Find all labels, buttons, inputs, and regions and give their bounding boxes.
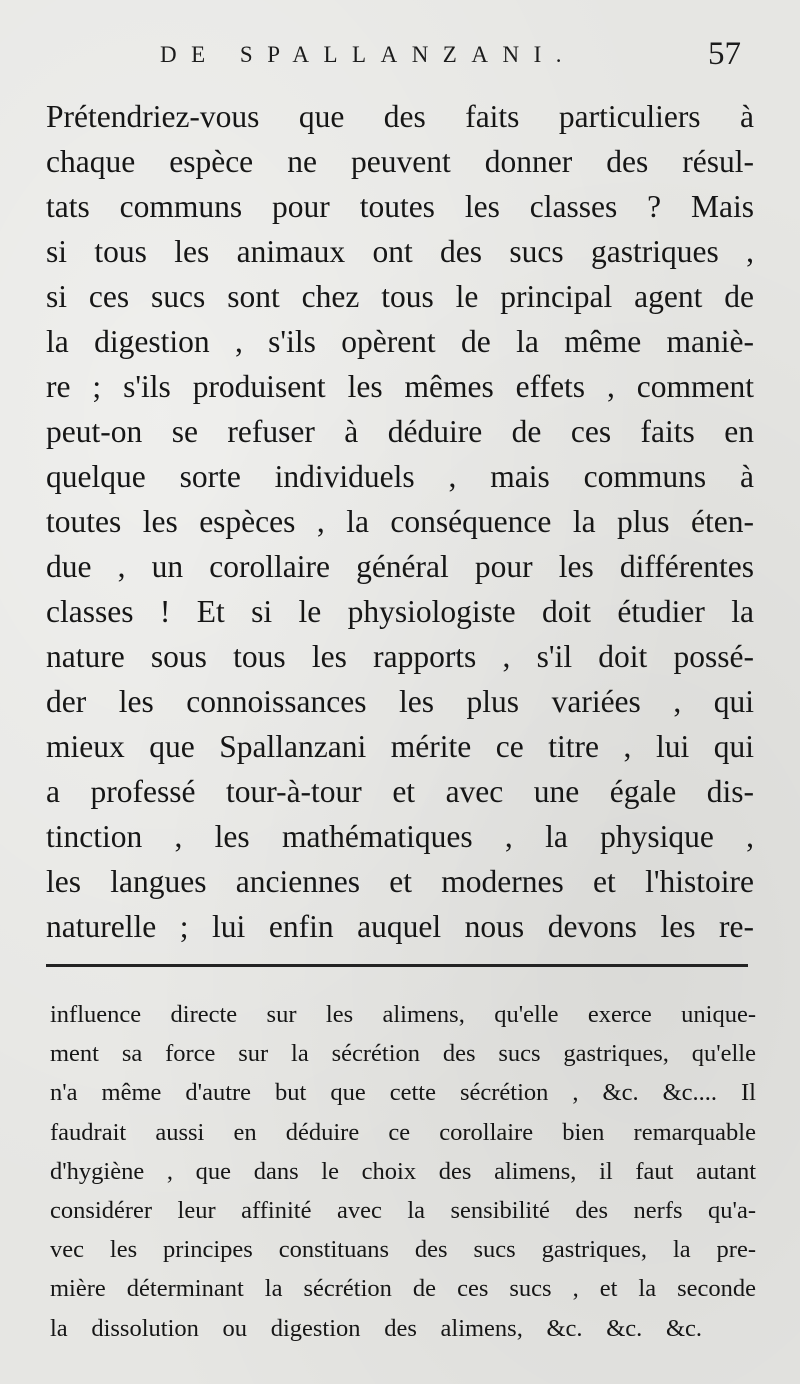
text-line: classes ! Et si le physiologiste doit étudier la: [46, 594, 754, 629]
text-line: naturelle ; lui enfin auquel nous devons les re-: [46, 909, 754, 944]
footnote-line: n'a même d'autre but que cette sécrétion , &c. &c.... Il: [50, 1079, 756, 1107]
text-line: nature sous tous les rapports , s'il doit possé-: [46, 639, 754, 674]
text-line: due , un corollaire général pour les différentes: [46, 549, 754, 584]
footnote-line: influence directe sur les alimens, qu'elle exerce unique-: [50, 1001, 756, 1028]
text-line: les langues anciennes et modernes et l'histoire: [46, 864, 754, 899]
running-title: DE SPALLANZANI.: [160, 42, 576, 67]
footnote-line: la dissolution ou digestion des alimens, &c. &c. &c.: [50, 1314, 702, 1342]
footnote-line: ment sa force sur la sécrétion des sucs gastriques, qu'elle: [50, 1040, 756, 1068]
footnote-line: considérer leur affinité avec la sensibilité des nerfs qu'a-: [50, 1196, 756, 1224]
text-line: re ; s'ils produisent les mêmes effets , comment: [46, 369, 754, 404]
text-line: peut-on se refuser à déduire de ces faits en: [46, 414, 754, 449]
text-line: Prétendriez-vous que des faits particuliers à: [46, 99, 754, 134]
text-line: quelque sorte individuels , mais communs à: [46, 459, 754, 494]
text-line: mieux que Spallanzani mérite ce titre , lui qui: [46, 729, 754, 764]
text-line: toutes les espèces , la conséquence la plus éten-: [46, 504, 754, 539]
text-line: a professé tour-à-tour et avec une égale dis-: [46, 774, 754, 809]
text-line: der les connoissances les plus variées , qui: [46, 684, 754, 719]
text-line: si tous les animaux ont des sucs gastriques ,: [46, 234, 754, 269]
footnote-line: faudrait aussi en déduire ce corollaire bien remarquable: [50, 1118, 756, 1146]
text-line: chaque espèce ne peuvent donner des résul-: [46, 144, 754, 179]
footnote: [50, 995, 756, 1348]
page-number: 57: [708, 36, 741, 72]
footnote-line: mière déterminant la sécrétion de ces sucs , et la seconde: [50, 1275, 756, 1303]
text-line: la digestion , s'ils opèrent de la même maniè-: [46, 324, 754, 359]
footnote-separator: [46, 964, 748, 967]
text-line: si ces sucs sont chez tous le principal agent de: [46, 279, 754, 314]
main-text: [46, 94, 754, 949]
footnote-line: vec les principes constituans des sucs gastriques, la pre-: [50, 1236, 756, 1264]
text-line: tinction , les mathématiques , la physique ,: [46, 819, 754, 854]
text-line: tats communs pour toutes les classes ? Mais: [46, 189, 754, 224]
footnote-line: d'hygiène , que dans le choix des alimens, il faut autant: [50, 1157, 756, 1185]
